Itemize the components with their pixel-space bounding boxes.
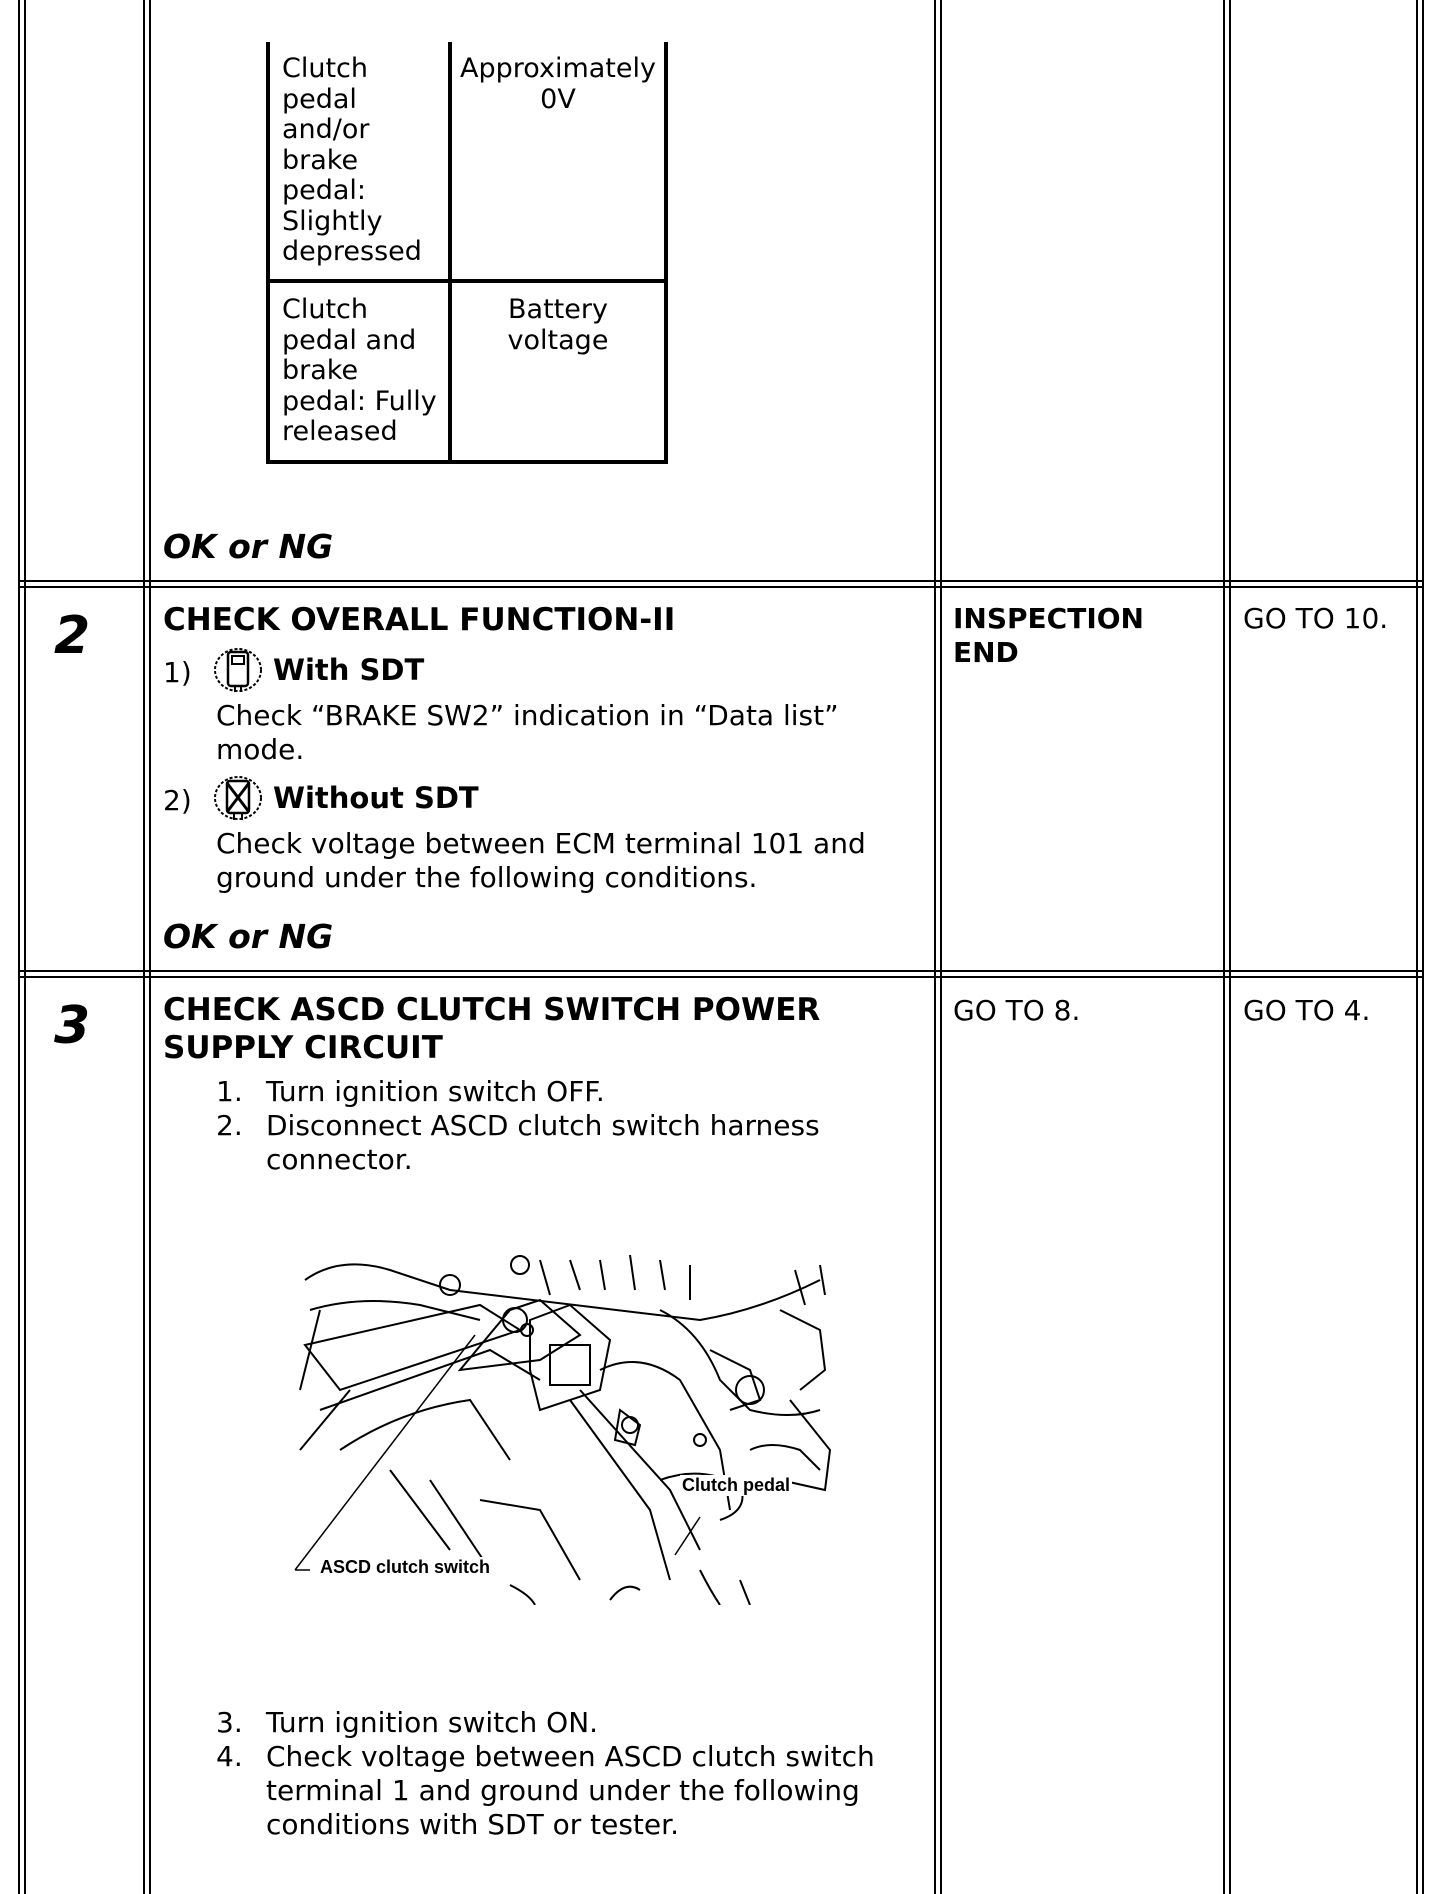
item-text: Check “BRAKE SW2” indication in “Data list” mode. — [216, 699, 839, 766]
ok-or-ng-label: OK or NG — [163, 917, 334, 956]
row-divider — [18, 580, 1424, 582]
no-sdt-icon — [212, 774, 264, 826]
table-cell-value: Approximately 0V — [460, 53, 656, 115]
clutch-switch-diagram — [280, 1250, 840, 1609]
condition-table — [266, 42, 668, 464]
item-label: Without SDT — [273, 781, 479, 815]
col-divider — [1223, 0, 1225, 1894]
col-divider — [1422, 0, 1424, 1894]
table-cell-condition: Clutch pedal and/or brake pedal: Slightly depressed — [282, 53, 422, 267]
ok-result: GO TO 8. — [953, 994, 1081, 1027]
step-number: 2 — [54, 606, 91, 666]
col-divider — [18, 0, 20, 1894]
col-divider — [143, 0, 145, 1894]
row-divider — [18, 970, 1424, 972]
col-divider — [934, 0, 936, 1894]
step-title: CHECK OVERALL FUNCTION-II — [163, 602, 676, 638]
figure-label: Clutch pedal — [682, 1475, 791, 1495]
col-divider — [1229, 0, 1231, 1894]
step-title: CHECK ASCD CLUTCH SWITCH POWER SUPPLY CIRCUIT — [163, 992, 821, 1066]
table-cell-condition: Clutch pedal and brake pedal: Fully released — [282, 294, 437, 447]
list-marker: 1) — [163, 656, 192, 689]
item-label: With SDT — [273, 653, 425, 687]
sdt-tester-icon — [212, 646, 264, 698]
ng-result: GO TO 4. — [1243, 994, 1371, 1027]
list-marker: 2) — [163, 784, 192, 817]
col-divider — [24, 0, 26, 1894]
col-divider — [1416, 0, 1418, 1894]
row-divider — [18, 976, 1424, 978]
figure-label: ASCD clutch switch — [320, 1557, 491, 1577]
step-number: 3 — [54, 996, 91, 1056]
ok-result: INSPECTION END — [953, 602, 1144, 669]
table-cell-value: Battery voltage — [507, 294, 609, 356]
ng-result: GO TO 10. — [1243, 602, 1389, 635]
ok-or-ng-label: OK or NG — [163, 527, 334, 566]
col-divider — [149, 0, 151, 1894]
row-divider — [18, 586, 1424, 588]
item-text: Check voltage between ECM terminal 101 and ground under the following conditions. — [216, 827, 866, 894]
col-divider — [940, 0, 942, 1894]
